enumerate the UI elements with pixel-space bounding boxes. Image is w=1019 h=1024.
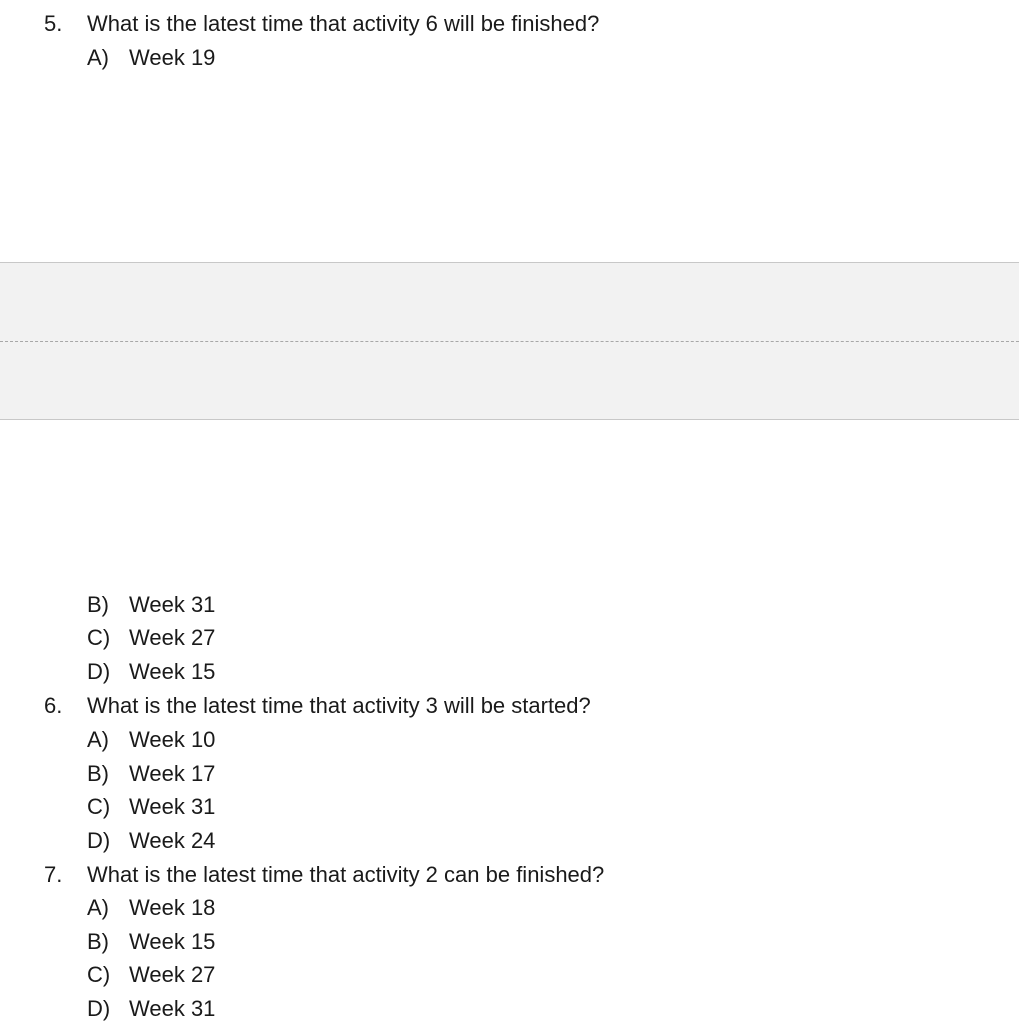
question-5-option-b: [0, 591, 1019, 619]
option-label: B): [87, 761, 109, 786]
question-7: [0, 861, 1019, 889]
option-label: A): [87, 45, 109, 70]
question-7-option-d: [0, 995, 1019, 1023]
option-text: Week 27: [129, 962, 216, 987]
option-label: D): [87, 659, 111, 684]
question-6: [0, 692, 1019, 720]
option-label: C): [87, 625, 111, 650]
question-number: 7.: [44, 862, 63, 887]
page-break-dashed-line: [0, 341, 1019, 342]
question-5-option-c: [0, 624, 1019, 652]
question-7-option-a: [0, 894, 1019, 922]
option-text: Week 15: [129, 929, 216, 954]
option-text: Week 31: [129, 592, 216, 617]
question-6-option-d: [0, 827, 1019, 855]
question-6-option-c: [0, 793, 1019, 821]
question-5-option-a: [0, 44, 1019, 72]
question-7-option-b: [0, 928, 1019, 956]
question-text: What is the latest time that activity 2 can be finished?: [87, 862, 605, 887]
option-text: Week 27: [129, 625, 216, 650]
question-text: What is the latest time that activity 6 will be finished?: [87, 11, 600, 36]
option-text: Week 31: [129, 996, 216, 1021]
option-text: Week 31: [129, 794, 216, 819]
question-5-option-d: [0, 658, 1019, 686]
question-number: 5.: [44, 11, 63, 36]
option-label: B): [87, 929, 109, 954]
option-text: Week 24: [129, 828, 216, 853]
option-label: A): [87, 895, 109, 920]
question-text: What is the latest time that activity 3 will be started?: [87, 693, 591, 718]
option-label: D): [87, 996, 111, 1021]
page-break: [0, 262, 1019, 420]
option-label: D): [87, 828, 111, 853]
question-6-option-a: [0, 726, 1019, 754]
option-text: Week 15: [129, 659, 216, 684]
option-text: Week 17: [129, 761, 216, 786]
option-text: Week 10: [129, 727, 216, 752]
option-label: B): [87, 592, 109, 617]
question-6-option-b: [0, 760, 1019, 788]
option-label: A): [87, 727, 109, 752]
question-7-option-c: [0, 961, 1019, 989]
question-number: 6.: [44, 693, 63, 718]
option-label: C): [87, 794, 111, 819]
previous-line-fragment: [87, 0, 117, 2]
question-5: [0, 10, 1019, 38]
option-text: Week 19: [129, 45, 216, 70]
option-label: C): [87, 962, 111, 987]
option-text: Week 18: [129, 895, 216, 920]
